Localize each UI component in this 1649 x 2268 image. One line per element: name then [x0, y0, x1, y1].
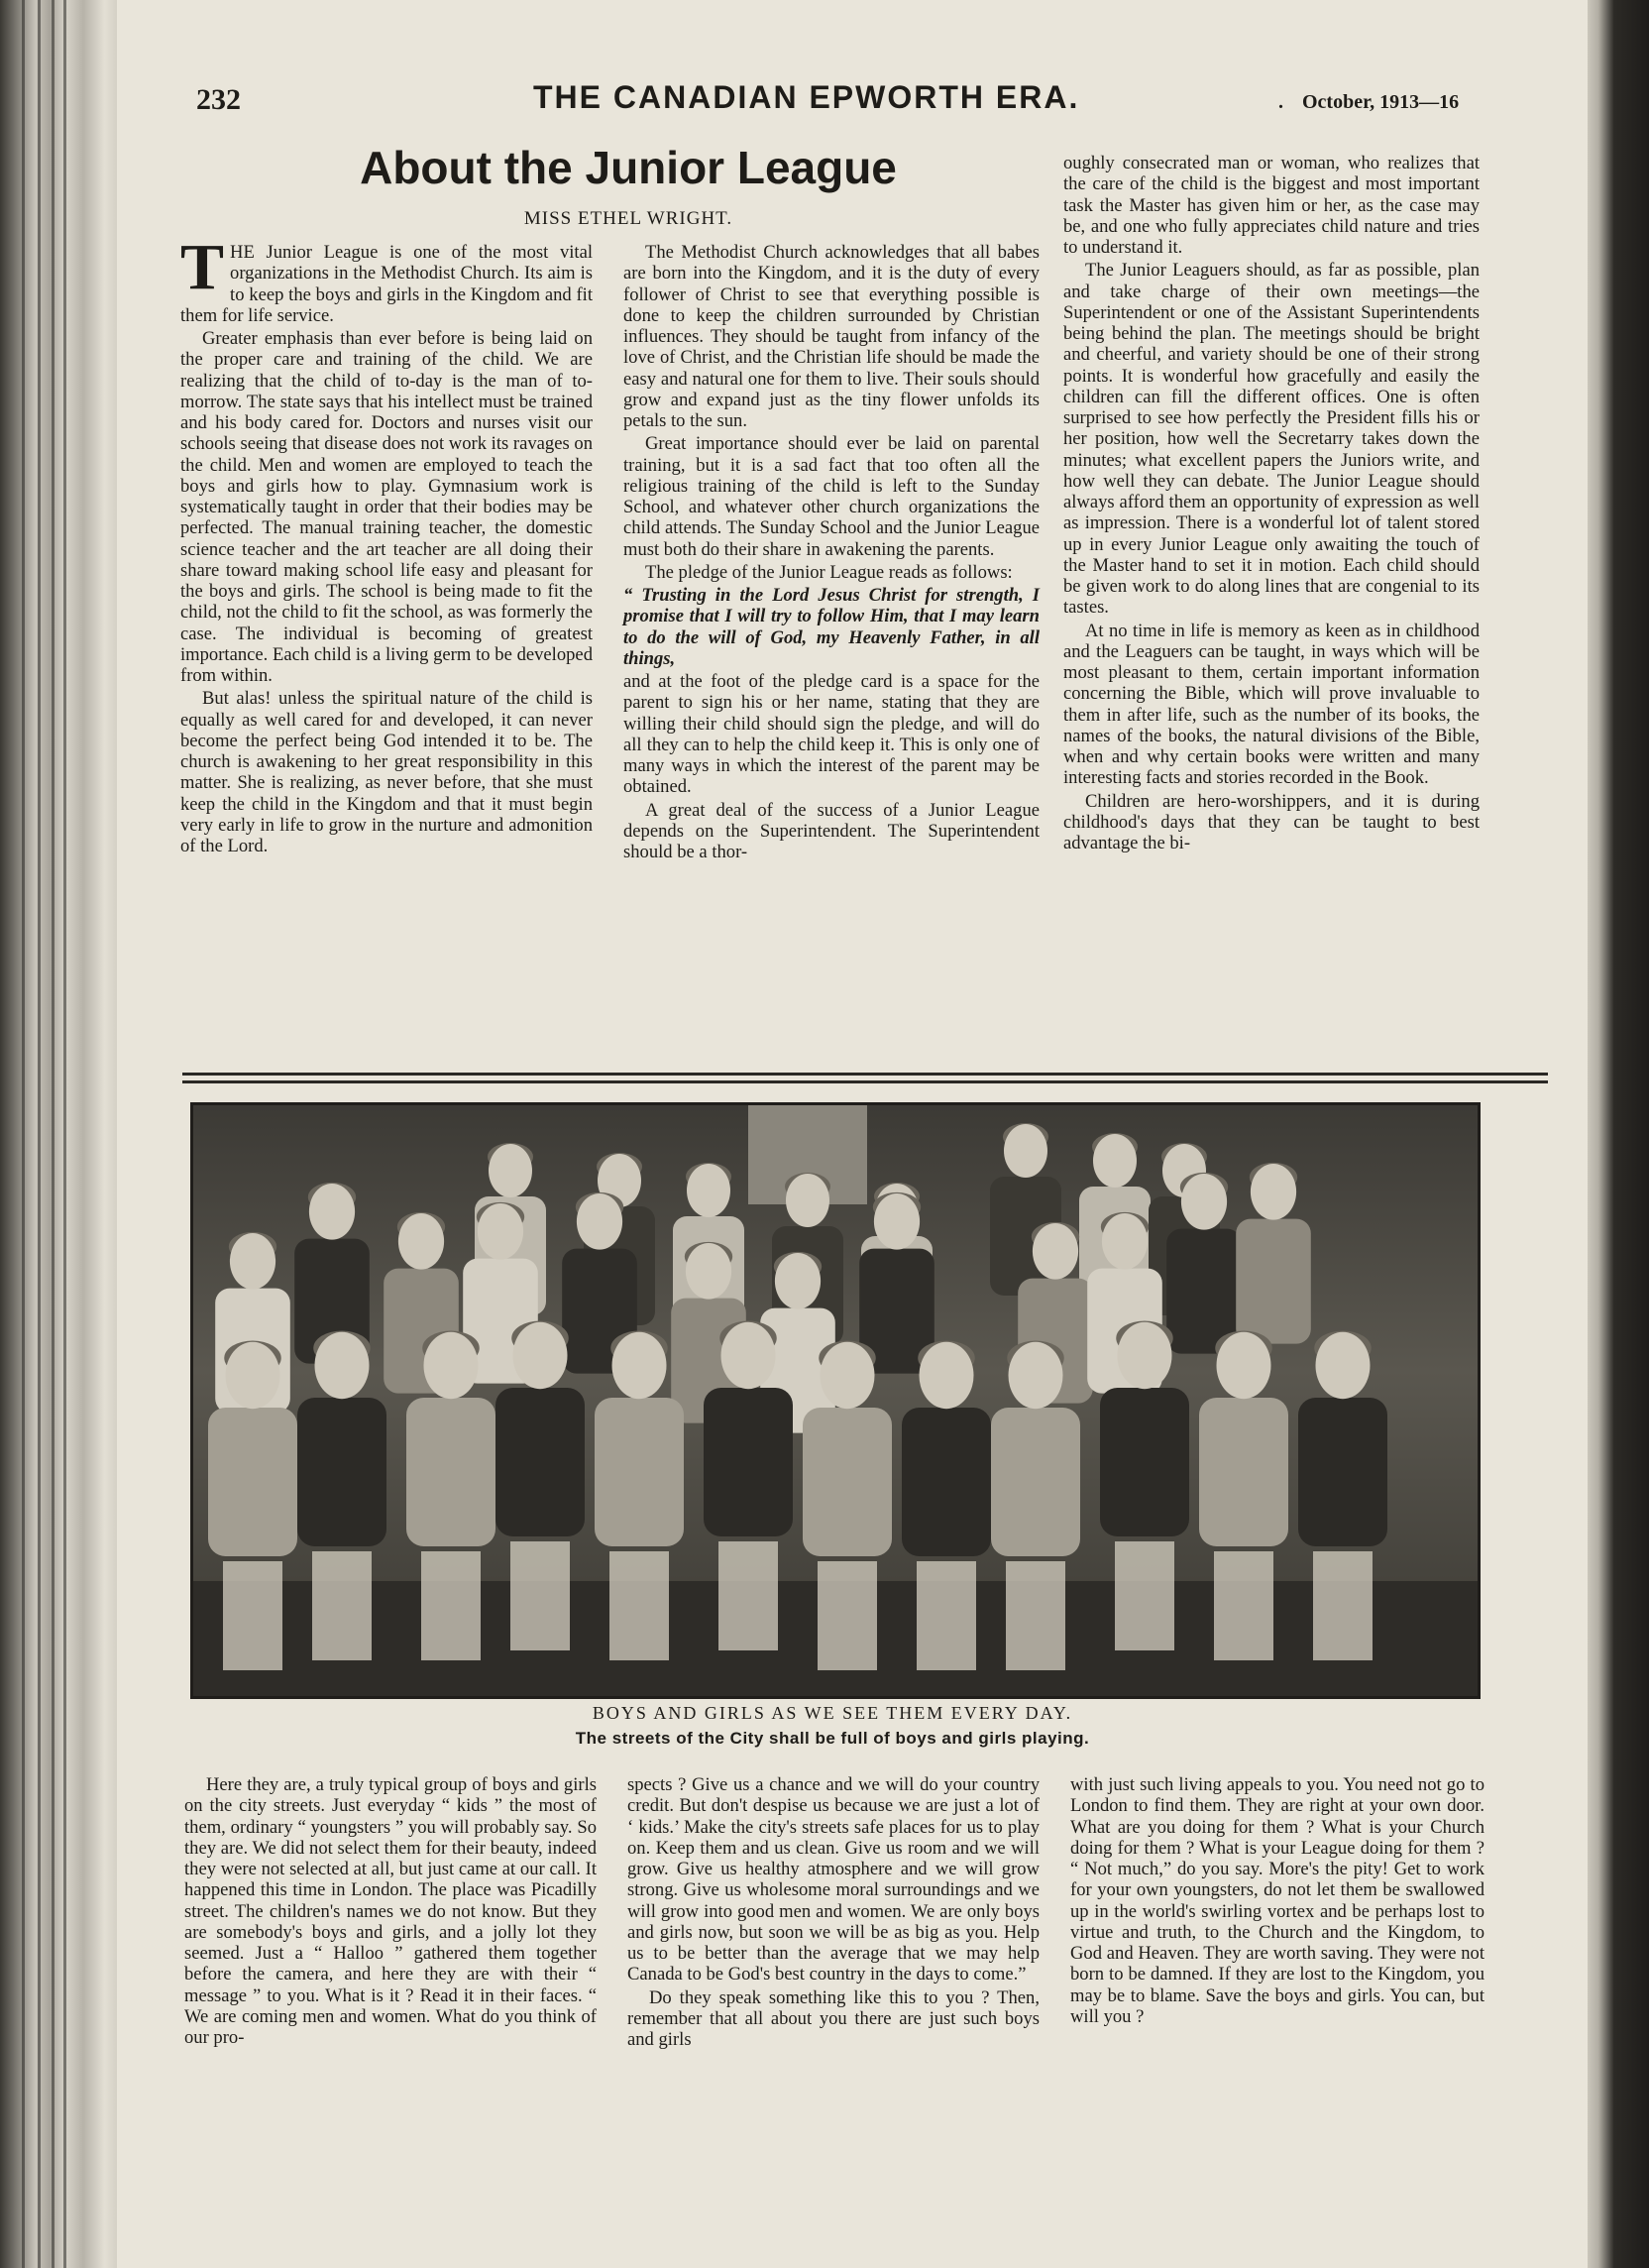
section-rule [182, 1073, 1548, 1076]
child-legs [609, 1551, 669, 1660]
paragraph: But alas! unless the spiritual nature of the child is equally as well cared for and developed, it can never become the perfect being God intended it to be. The church is awakening to her great responsibility in this matter. She is realizing, as never before, that she must keep the child in the Kingdom and that it must begin very early in life to grow in the nurture and admonition of the Lord. [180, 688, 593, 856]
child-legs [1115, 1541, 1174, 1650]
children-group-photo [193, 1105, 1478, 1696]
child-legs [223, 1561, 282, 1670]
paragraph: Great importance should ever be laid on parental training, but it is a sad fact that too often all the religious training of the child is left to the Sunday School, and whatever other church organizations the child attends. The Sunday School and the Junior League must both do their share in awakening the parents. [623, 433, 1040, 560]
top-column-1 [180, 231, 593, 858]
paragraph: and at the foot of the pledge card is a space for the parent to sign his or her name, stating that they are willing their child should sign the pledge, and will do all they can to help the child keep it. This is only one of many ways in which the interest of the parent may be obtained. [623, 671, 1040, 798]
photo-subcaption: The streets of the City shall be full of boys and girls playing. [575, 1729, 1090, 1748]
issue-date: October, 1913—16 [1302, 91, 1460, 113]
paragraph: At no time in life is memory as keen as in childhood and the Leaguers can be taught, in ways which will be most pleasant to them, certain important information concerning the Bible, which will prove invaluable to them in after life, such as the number of its books, the names of the books, the natural divisions of the Bible, when and why certain books were written and many interesting facts and stories recorded in the Book. [1063, 620, 1480, 789]
book-spine-edge [0, 0, 119, 2268]
photo-caption: BOYS AND GIRLS AS WE SEE THEM EVERY DAY. [592, 1703, 1073, 1723]
header-dot: . [1278, 91, 1283, 113]
top-column-3 [1063, 153, 1480, 855]
paragraph: Greater emphasis than ever before is being laid on the proper care and training of the child. We are realizing that the child of to-day is the man of to-morrow. The state says that his intellect must be trained and his body cared for. Doctors and nurses visit our schools seeing that disease does not work its ravages on the child. Men and women are employed to teach the boys and girls how to play. Gymnasium work is systematically taught in order that their bodies may be perfected. The manual training teacher, the domestic science teacher and the art teacher are all doing their share toward making school life easy and pleasant for the boys and girls. The school is being made to fit the child, not the child to fit the school, as was formerly the case. The individual is becoming of greatest importance. Each child is a living germ to be developed from within. [180, 328, 593, 686]
paragraph: Do they speak something like this to you ? Then, remember that all about you there are just such boys and girls [627, 1986, 1040, 2050]
bottom-column-3 [1070, 1774, 1484, 2029]
drop-cap: T [180, 231, 225, 303]
page-number: 232 [196, 83, 241, 116]
paragraph: The pledge of the Junior League reads as follows: [645, 561, 1013, 583]
facing-page-edge [1586, 0, 1649, 2268]
child-legs [818, 1561, 877, 1670]
top-column-2 [623, 242, 1040, 864]
bottom-column-1 [184, 1774, 597, 2050]
journal-title: THE CANADIAN EPWORTH ERA. [533, 79, 1080, 115]
child-legs [917, 1561, 976, 1670]
pledge-quote: “ Trusting in the Lord Jesus Christ for strength, I promise that I will try to follow Him, that I may learn to do the will of God, my Heavenly Father, in all things, [623, 585, 1040, 669]
paragraph: THE Junior League is one of the most vital organizations in the Methodist Church. Its aim is to keep the boys and girls in the Kingdom and fit them for life service. [180, 231, 593, 326]
group-photograph [190, 1102, 1481, 1699]
bottom-column-2 [627, 1774, 1040, 2052]
section-rule [182, 1080, 1548, 1083]
article-byline: MISS ETHEL WRIGHT. [523, 208, 733, 229]
child-legs [1006, 1561, 1065, 1670]
paragraph: oughly consecrated man or woman, who realizes that the care of the child is the biggest and most important task the Master has given him or her, as the case may be, and one who fully appreciates child nature and tries to understand it. [1063, 153, 1480, 258]
child-legs [1313, 1551, 1373, 1660]
paragraph: with just such living appeals to you. You need not go to London to find them. They are right at your own door. What are you doing for them ? What is your Church doing for them ? What is your League doing for them ? “ Not much,” do you say. More's the pity! Get to work for your own youngsters, do not let them be swallowed up in the world's swirling vortex and be perhaps lost to virtue and truth, to the Church and the Kingdom, to God and Heaven. They are worth saving. They were not born to be damned. If they are lost to the Kingdom, you may be to blame. Save the boys and girls. You can, but will you ? [1070, 1774, 1484, 2027]
article-title: About the Junior League [360, 142, 897, 193]
child-legs [421, 1551, 481, 1660]
child-legs [510, 1541, 570, 1650]
paragraph: Here they are, a truly typical group of boys and girls on the city streets. Just everyday “ kids ” the most of them, ordinary “ youngsters ” you will probably say. So they are. We did not select them for their beauty, indeed they were not selected at all, but just came at our call. It happened this time in London. The place was Picadilly street. The children's names we do not know. But they are somebody's boys and girls, and a jolly lot they seemed. Just a “ Halloo ” gathered them together before the camera, and here they are with their “ message ” to you. What is it ? Read it in their faces. “ We are coming men and women. What do you think of our pro- [184, 1774, 597, 2048]
paragraph: Children are hero-worshippers, and it is during childhood's days that they can be taught to best advantage the bi- [1063, 790, 1480, 853]
child-legs [718, 1541, 778, 1650]
paragraph: spects ? Give us a chance and we will do your country credit. But don't despise us because we are just a lot of ‘ kids.’ Make the city's streets safe places for us to play on. Keep them and us clean. Give us room and we will grow. Give us healthy atmosphere and we will grow strong. Give us wholesome moral surroundings and we will grow into good men and women. We are only boys and girls now, but soon we will be as big as you. Help us to be better than the average that we may help Canada to be God's best country in the days to come.” [627, 1774, 1040, 1985]
paragraph: A great deal of the success of a Junior League depends on the Superintendent. The Superintendent should be a thor- [623, 799, 1040, 862]
child-legs [312, 1551, 372, 1660]
child-legs [1214, 1551, 1273, 1660]
magazine-page [117, 0, 1588, 2268]
paragraph: The Methodist Church acknowledges that all babes are born into the Kingdom, and it is the duty of every follower of Christ to see that everything possible is done to keep the children surrounded by Christian influences. They should be taught from infancy of the love of Christ, and the Christian life should be made the easy and natural one for them to live. Their souls should grow and expand just as the tiny flower unfolds its petals to the sun. [623, 242, 1040, 431]
paragraph: The Junior Leaguers should, as far as possible, plan and take charge of their own meetings—the Superintendent or one of the Assistant Superintendents being behind the plan. The meetings should be bright and cheerful, and variety should be one of their strong points. It is wonderful how gracefully and easily the children can fill the different offices. One is often surprised to see how perfectly the President fills his or her position, how well the Secretarry takes down the minutes; what excellent papers the Juniors write, and how well they can debate. The Junior League should always afford them an opportunity of expression as well as impression. There is a wonderful lot of talent stored up in every Junior League only awaiting the touch of the Master hand to set it in motion. Each child should be given work to do along lines that are congenial to its tastes. [1063, 260, 1480, 619]
